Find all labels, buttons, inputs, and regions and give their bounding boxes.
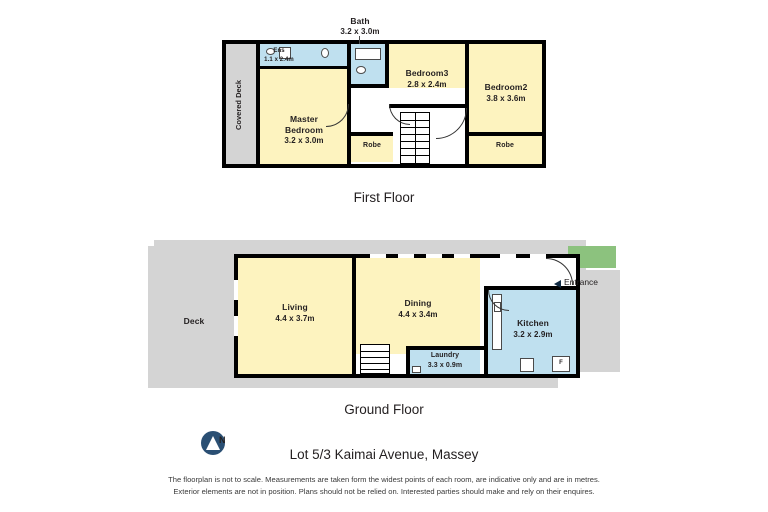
window-top-3 — [426, 254, 442, 258]
bath-leader-line — [359, 36, 360, 44]
label-laundry-dim: 3.3 x 0.9m — [427, 362, 463, 369]
wall-bath-right — [385, 44, 389, 88]
wall-bath-bottom — [351, 84, 389, 88]
ground-floor-plan — [148, 240, 620, 388]
label-bath: Bath — [350, 16, 370, 26]
wall-laundry-top — [406, 346, 484, 350]
basin-bath — [356, 66, 366, 74]
window-left-1 — [234, 280, 238, 300]
compass-north-label: N — [219, 435, 226, 445]
wall-ens-right — [347, 44, 351, 108]
entrance-arrow-icon — [554, 280, 561, 288]
label-master-bedroom-dim: 3.2 x 3.0m — [284, 136, 324, 145]
wall-dining-kitchen — [484, 286, 488, 374]
label-bedroom3: Bedroom3 — [405, 68, 449, 78]
label-deck: Deck — [183, 316, 205, 326]
ground-floor-left-top-notch — [148, 240, 154, 246]
label-master-bedroom-line1: Master — [289, 114, 318, 124]
wall-master-ens — [260, 66, 347, 69]
label-covered-deck: Covered Deck — [234, 79, 243, 131]
oven-range — [520, 358, 534, 372]
disclaimer-line-2: Exterior elements are not in position. Plans should not be relied on. Interested parties should make and rely on their enquires. — [173, 487, 595, 496]
label-bedroom2-dim: 3.8 x 3.6m — [486, 94, 526, 103]
label-living: Living — [282, 302, 308, 312]
plan-title: Lot 5/3 Kaimai Avenue, Massey — [289, 447, 479, 462]
label-dining: Dining — [404, 298, 432, 308]
label-bedroom2: Bedroom2 — [484, 82, 528, 92]
first-floor-title: First Floor — [353, 190, 415, 205]
label-entrance: Entrance — [564, 277, 599, 287]
label-robe-1: Robe — [363, 142, 381, 149]
label-kitchen-dim: 3.2 x 2.9m — [513, 330, 553, 339]
disclaimer-line-1: The floorplan is not to scale. Measurements are taken form the widest points of each room, are indicative only and are in metres. — [168, 475, 600, 484]
window-top-4 — [454, 254, 470, 258]
window-top-5 — [500, 254, 516, 258]
label-robe-2: Robe — [496, 142, 514, 149]
wall-robe2-top — [469, 132, 542, 136]
window-top-6 — [530, 254, 546, 258]
label-fridge: F — [559, 360, 563, 366]
wall-landing-left — [347, 108, 351, 164]
stairs-ground-floor — [360, 344, 390, 374]
toilet-bath — [321, 48, 329, 58]
window-top-1 — [370, 254, 386, 258]
label-bath-dim: 3.2 x 3.0m — [340, 27, 380, 36]
label-master-bedroom-line2: Bedroom — [284, 125, 323, 135]
label-living-dim: 4.4 x 3.7m — [275, 314, 315, 323]
label-dining-dim: 4.4 x 3.4m — [398, 310, 438, 319]
label-laundry: Laundry — [430, 352, 460, 359]
wall-robe1-top — [351, 132, 393, 136]
label-kitchen: Kitchen — [517, 318, 549, 328]
ground-floor-title: Ground Floor — [344, 402, 424, 417]
label-bedroom3-dim: 2.8 x 2.4m — [407, 80, 447, 89]
first-floor-plan — [222, 40, 546, 168]
bathtub — [355, 48, 381, 60]
wall-bedroom3-right — [465, 44, 469, 164]
label-ensuite: Ens — [273, 48, 285, 54]
label-ensuite-dim: 1.1 x 2.4m — [264, 57, 294, 63]
window-top-2 — [398, 254, 414, 258]
